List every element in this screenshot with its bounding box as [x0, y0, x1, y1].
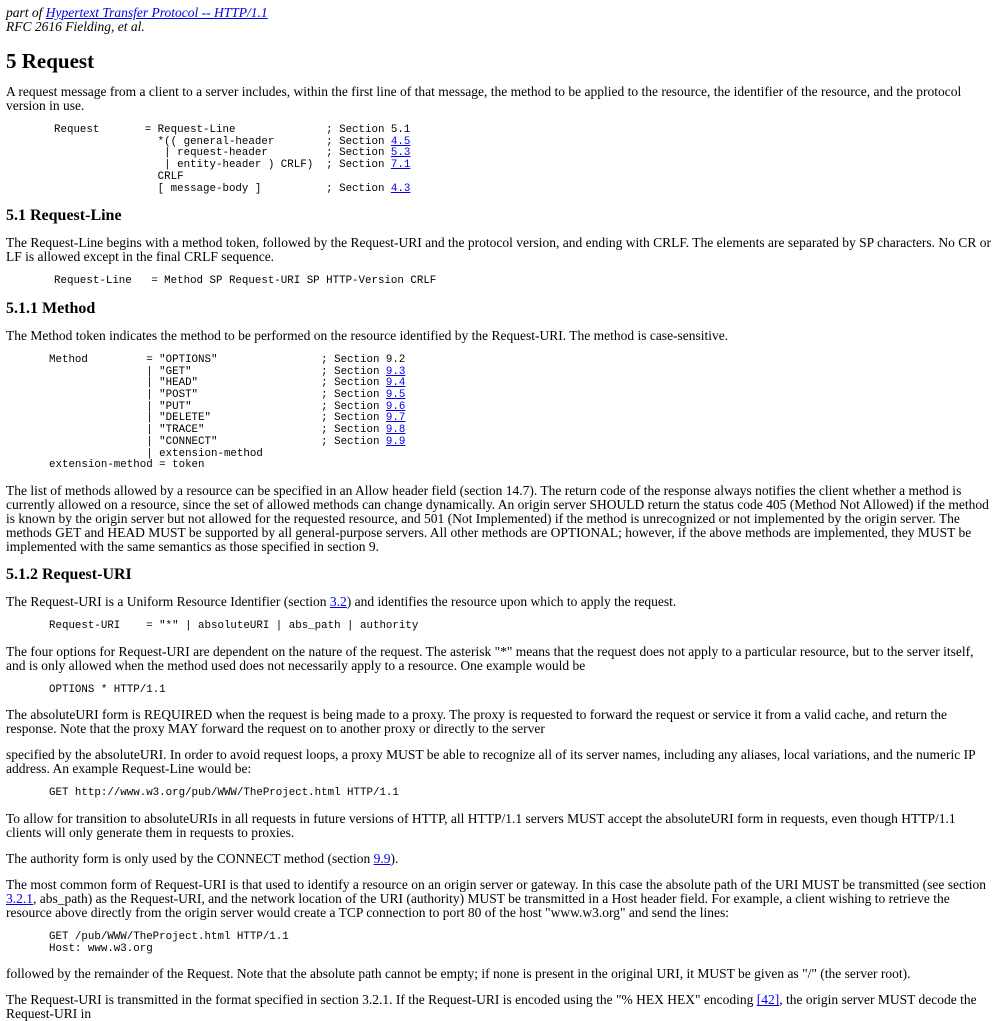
- section-5-1-2-para6: [6, 852, 994, 866]
- para9-text-before: The Request-URI is transmitted in the format specified in section 3.2.1. If the Request-URI is encoded using the "% HEX HEX" encoding: [6, 992, 757, 1008]
- method-grammar-line: | "DELETE" ; Section: [49, 412, 386, 425]
- section-5-1-2-para9: [6, 993, 994, 1021]
- section-9-9-link[interactable]: 9.9: [373, 851, 391, 867]
- section-5-1-2-para4: specified by the absoluteURI. In order to avoid request loops, a proxy MUST be able to recognize all of its server names, including any aliases, local variations, and the numeric IP address. An example Request-Line would be:: [6, 747, 976, 777]
- section-5-title: 5 Request: [6, 49, 95, 73]
- section-ref-link[interactable]: 9.8: [385, 424, 406, 437]
- method-grammar-line: extension-method = token: [49, 459, 205, 472]
- para9-text-after: , the origin server MUST decode the Request-URI in: [6, 992, 977, 1021]
- section-5-1-1-para2: The list of methods allowed by a resource can be specified in an Allow header field (section 14.7). The return code of the response always notifies the client whether a method is currently allowed on a resource, since the set of allowed methods can change dynamically. An origin server SHOULD return the status code 405 (Method Not Allowed) if the method is known by the origin server but not allowed for the requested resource, and 501 (Not Implemented) if the method is unrecognized or not implemented by the origin server. The methods GET and HEAD MUST be supported by all general-purpose servers. All other methods are OPTIONAL; however, if the above methods are implemented, they MUST be implemented with the same semantics as those specified in section 9.: [6, 482, 989, 554]
- section-5-1-2-title: 5.1.2 Request-URI: [6, 565, 132, 583]
- para7-text-after: , abs_path) as the Request-URI, and the network location of the URI (authority) MUST be transmitted in a Host header field. For example, a client wishing to retrieve the resource above directly from the origin server would create a TCP connection to port 80 of the host "www.w3.org" and send the lines:: [6, 891, 950, 921]
- method-grammar-line: | "GET" ; Section: [49, 365, 386, 378]
- request-grammar-line: [ message-body ] ; Section: [54, 182, 391, 195]
- section-ref-link[interactable]: 9.5: [385, 389, 406, 402]
- section-ref-link[interactable]: 9.7: [385, 412, 406, 425]
- abs-path-example: GET /pub/WWW/TheProject.html HTTP/1.1 Host: www.w3.org: [49, 931, 289, 955]
- para6-text-after: ).: [390, 851, 399, 867]
- section-3-2-link[interactable]: 3.2: [329, 593, 347, 609]
- method-grammar-line: | extension-method: [49, 447, 263, 460]
- request-grammar-line: | entity-header ) CRLF) ; Section: [54, 159, 391, 172]
- para6-text-before: The authority form is only used by the CONNECT method (section: [6, 851, 374, 867]
- section-5-1-2-para5: To allow for transition to absoluteURIs in all requests in future versions of HTTP, all HTTP/1.1 servers MUST accept the absoluteURI form in requests, even though HTTP/1.1 clients will only generate them in requests to proxies.: [6, 811, 956, 841]
- section-5-1-2-para3: The absoluteURI form is REQUIRED when the request is being made to a proxy. The proxy is requested to forward the request or service it from a valid cache, and return the response. Note that the proxy MAY forward the request on to another proxy or directly to the server: [6, 707, 947, 737]
- section-5-1-2-para1: [6, 595, 994, 609]
- request-grammar-line: CRLF: [54, 170, 184, 183]
- options-example: OPTIONS * HTTP/1.1: [49, 683, 166, 696]
- absolute-uri-example: GET http://www.w3.org/pub/WWW/TheProject.html HTTP/1.1: [49, 787, 399, 800]
- para1-text-before: The Request-URI is a Uniform Resource Identifier (section: [6, 593, 330, 609]
- section-5-1-2-para8: followed by the remainder of the Request. Note that the absolute path cannot be empty; if none is present in the original URI, it MUST be given as "/" (the server root).: [6, 966, 911, 982]
- request-grammar-line: | request-header ; Section: [54, 147, 391, 160]
- section-5-1-2-para7: [6, 878, 994, 920]
- section-ref: 9.2: [385, 353, 406, 366]
- request-grammar-line: Request = Request-Line ; Section: [54, 124, 391, 136]
- http-spec-link[interactable]: Hypertext Transfer Protocol -- HTTP/1.1: [45, 5, 268, 20]
- section-ref-link[interactable]: 4.5: [390, 135, 411, 148]
- request-uri-grammar: Request-URI = "*" | absoluteURI | abs_path | authority: [49, 619, 419, 632]
- method-grammar-line: | "HEAD" ; Section: [49, 377, 386, 390]
- section-ref-link[interactable]: 7.1: [390, 159, 411, 172]
- request-grammar: [6, 125, 994, 195]
- section-5-intro: A request message from a client to a server includes, within the first line of that message, the method to be applied to the resource, the identifier of the resource, and the protocol version in use.: [6, 84, 962, 113]
- section-ref-link[interactable]: 9.6: [385, 400, 406, 413]
- method-grammar-line: | "POST" ; Section: [49, 389, 386, 402]
- section-5-1-1-title: 5.1.1 Method: [6, 299, 96, 317]
- request-line-grammar: Request-Line = Method SP Request-URI SP HTTP-Version CRLF: [54, 275, 437, 288]
- rfc-author-line: RFC 2616 Fielding, et al.: [6, 19, 145, 34]
- para7-text-before: The most common form of Request-URI is that used to identify a resource on an origin server or gateway. In this case the absolute path of the URI MUST be transmitted (see section: [6, 877, 987, 893]
- reference-42-link[interactable]: [42]: [756, 992, 780, 1008]
- method-grammar: [6, 355, 994, 472]
- section-ref-link[interactable]: 5.3: [390, 147, 411, 160]
- section-ref-link[interactable]: 9.4: [385, 377, 406, 390]
- method-grammar-line: | "PUT" ; Section: [49, 400, 386, 413]
- part-of-line: [6, 6, 994, 20]
- part-of-prefix: part of: [6, 5, 46, 20]
- section-ref: 5.1: [390, 124, 411, 136]
- section-ref-link[interactable]: 9.3: [385, 365, 406, 378]
- method-grammar-line: | "CONNECT" ; Section: [49, 435, 386, 448]
- method-grammar-line: | "TRACE" ; Section: [49, 424, 386, 437]
- section-ref-link[interactable]: 4.3: [390, 182, 411, 195]
- section-5-1-title: 5.1 Request-Line: [6, 207, 122, 225]
- para1-text-after: ) and identifies the resource upon which to apply the request.: [346, 593, 677, 609]
- request-grammar-line: *(( general-header ; Section: [54, 135, 391, 148]
- section-5-1-para: The Request-Line begins with a method token, followed by the Request-URI and the protocol version, and ending with CRLF. The elements are separated by SP characters. No CR or LF is allowed except in the final CRLF sequence.: [6, 235, 991, 265]
- section-5-1-2-para2: The four options for Request-URI are dependent on the nature of the request. The asterisk "*" means that the request does not apply to a particular resource, but to the server itself, and is only allowed when the method used does not necessarily apply to a resource. One example would be: [6, 643, 974, 673]
- section-ref-link[interactable]: 9.9: [385, 435, 406, 448]
- section-3-2-1-link[interactable]: 3.2.1: [6, 891, 33, 907]
- method-grammar-line: Method = "OPTIONS" ; Section: [49, 353, 386, 366]
- section-5-1-1-para: The Method token indicates the method to be performed on the resource identified by the Request-URI. The method is case-sensitive.: [6, 327, 729, 343]
